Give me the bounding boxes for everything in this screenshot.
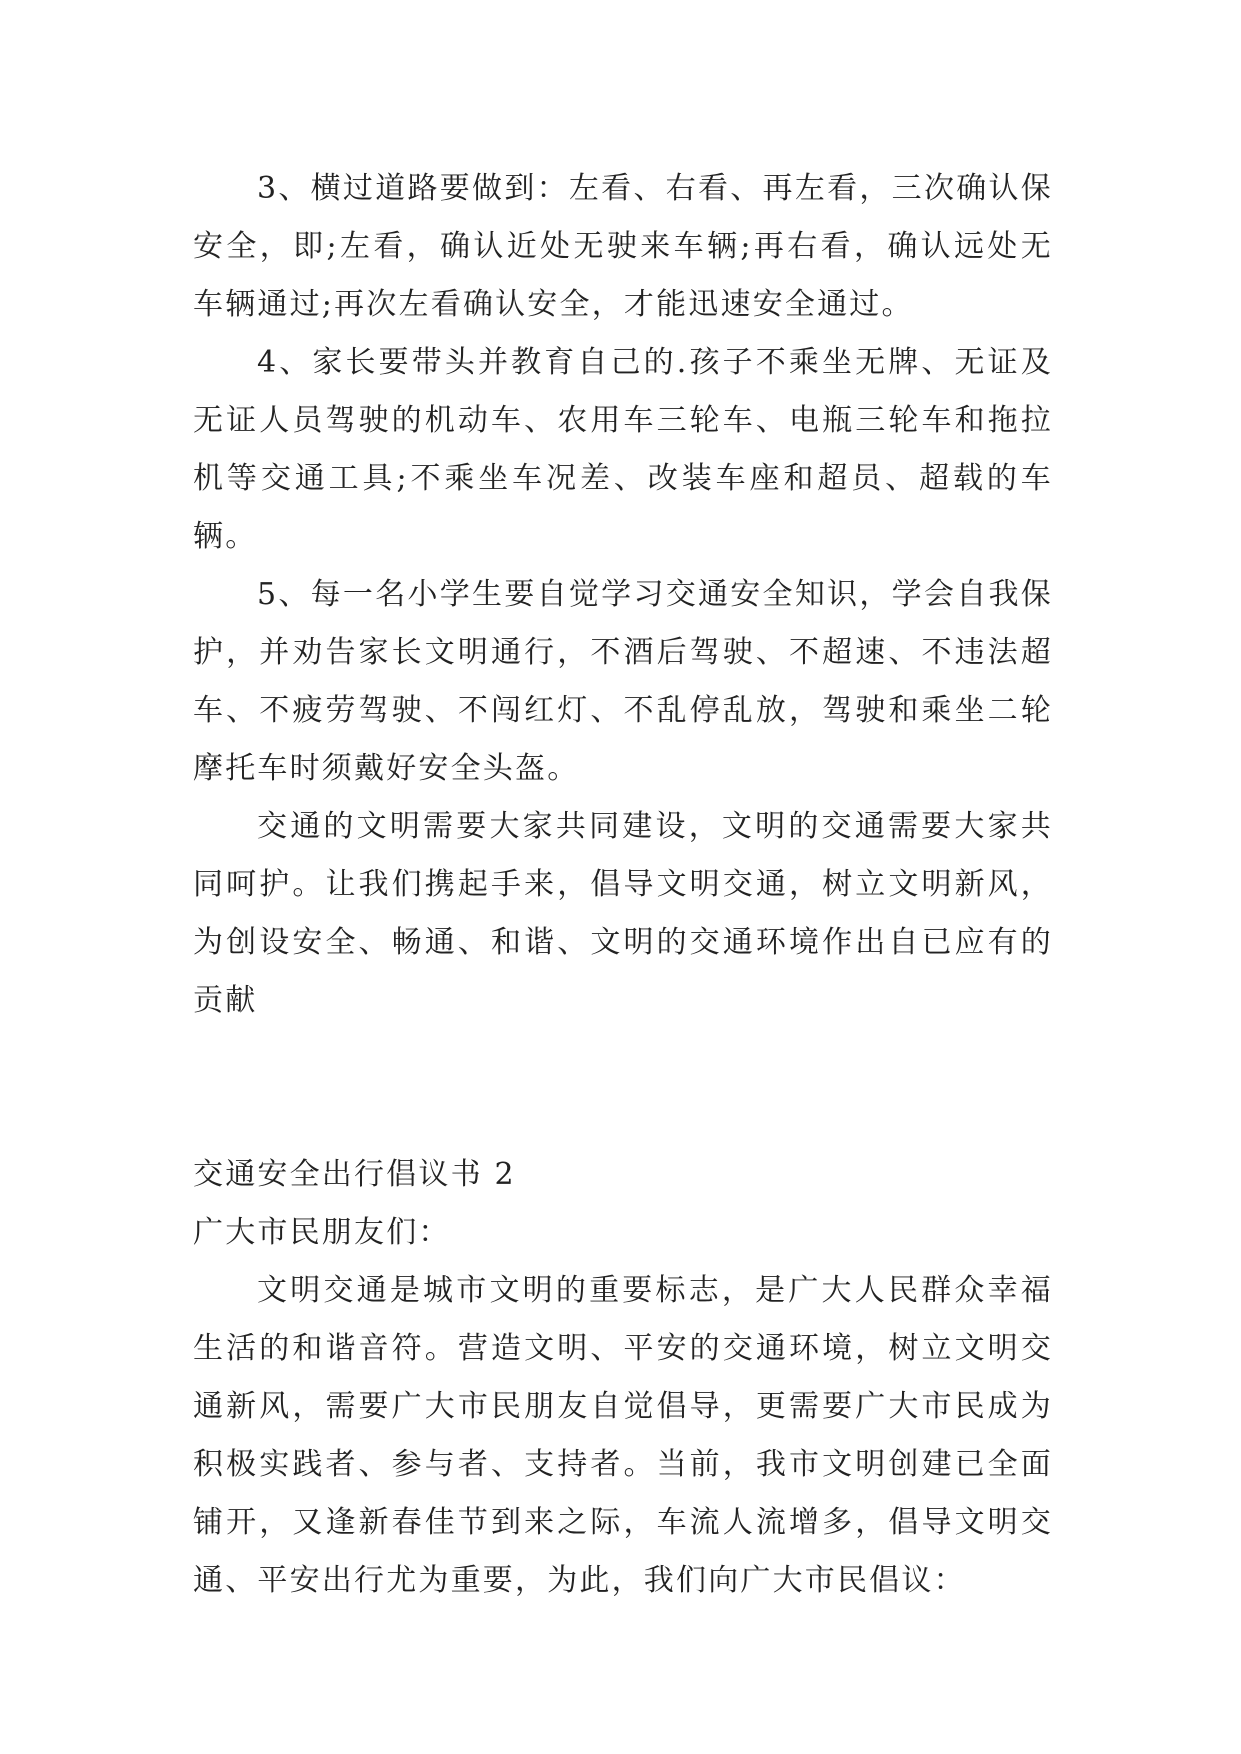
paragraph-item-3: 3、横过道路要做到：左看、右看、再左看，三次确认保安全，即;左看，确认近处无驶来车辆;再右看，确认远处无车辆通过;再次左看确认安全，才能迅速安全通过。 <box>193 171 1053 322</box>
document-body <box>193 160 1053 1610</box>
paragraph-item-5: 5、每一名小学生要自觉学习交通安全知识，学会自我保护，并劝告家长文明通行，不酒后驾驶、不超速、不违法超车、不疲劳驾驶、不闯红灯、不乱停乱放，驾驶和乘坐二轮摩托车时须戴好安全头盔。 <box>193 577 1053 786</box>
paragraph-intro: 文明交通是城市文明的重要标志，是广大人民群众幸福生活的和谐音符。营造文明、平安的交通环境，树立文明交通新风，需要广大市民朋友自觉倡导，更需要广大市民成为积极实践者、参与者、支持者。当前，我市文明创建已全面铺开，又逢新春佳节到来之际，车流人流增多，倡导文明交通、平安出行尤为重要，为此，我们向广大市民倡议： <box>193 1273 1053 1598</box>
paragraph-closing: 交通的文明需要大家共同建设，文明的交通需要大家共同呵护。让我们携起手来，倡导文明交通，树立文明新风，为创设安全、畅通、和谐、文明的交通环境作出自已应有的贡献 <box>193 809 1053 1018</box>
paragraph-item-4: 4、家长要带头并教育自己的.孩子不乘坐无牌、无证及无证人员驾驶的机动车、农用车三轮车、电瓶三轮车和拖拉机等交通工具;不乘坐车况差、改装车座和超员、超载的车辆。 <box>193 345 1053 554</box>
section-title: 交通安全出行倡议书 2 <box>193 1157 516 1192</box>
salutation: 广大市民朋友们： <box>193 1215 451 1250</box>
section-gap <box>193 1030 1053 1146</box>
